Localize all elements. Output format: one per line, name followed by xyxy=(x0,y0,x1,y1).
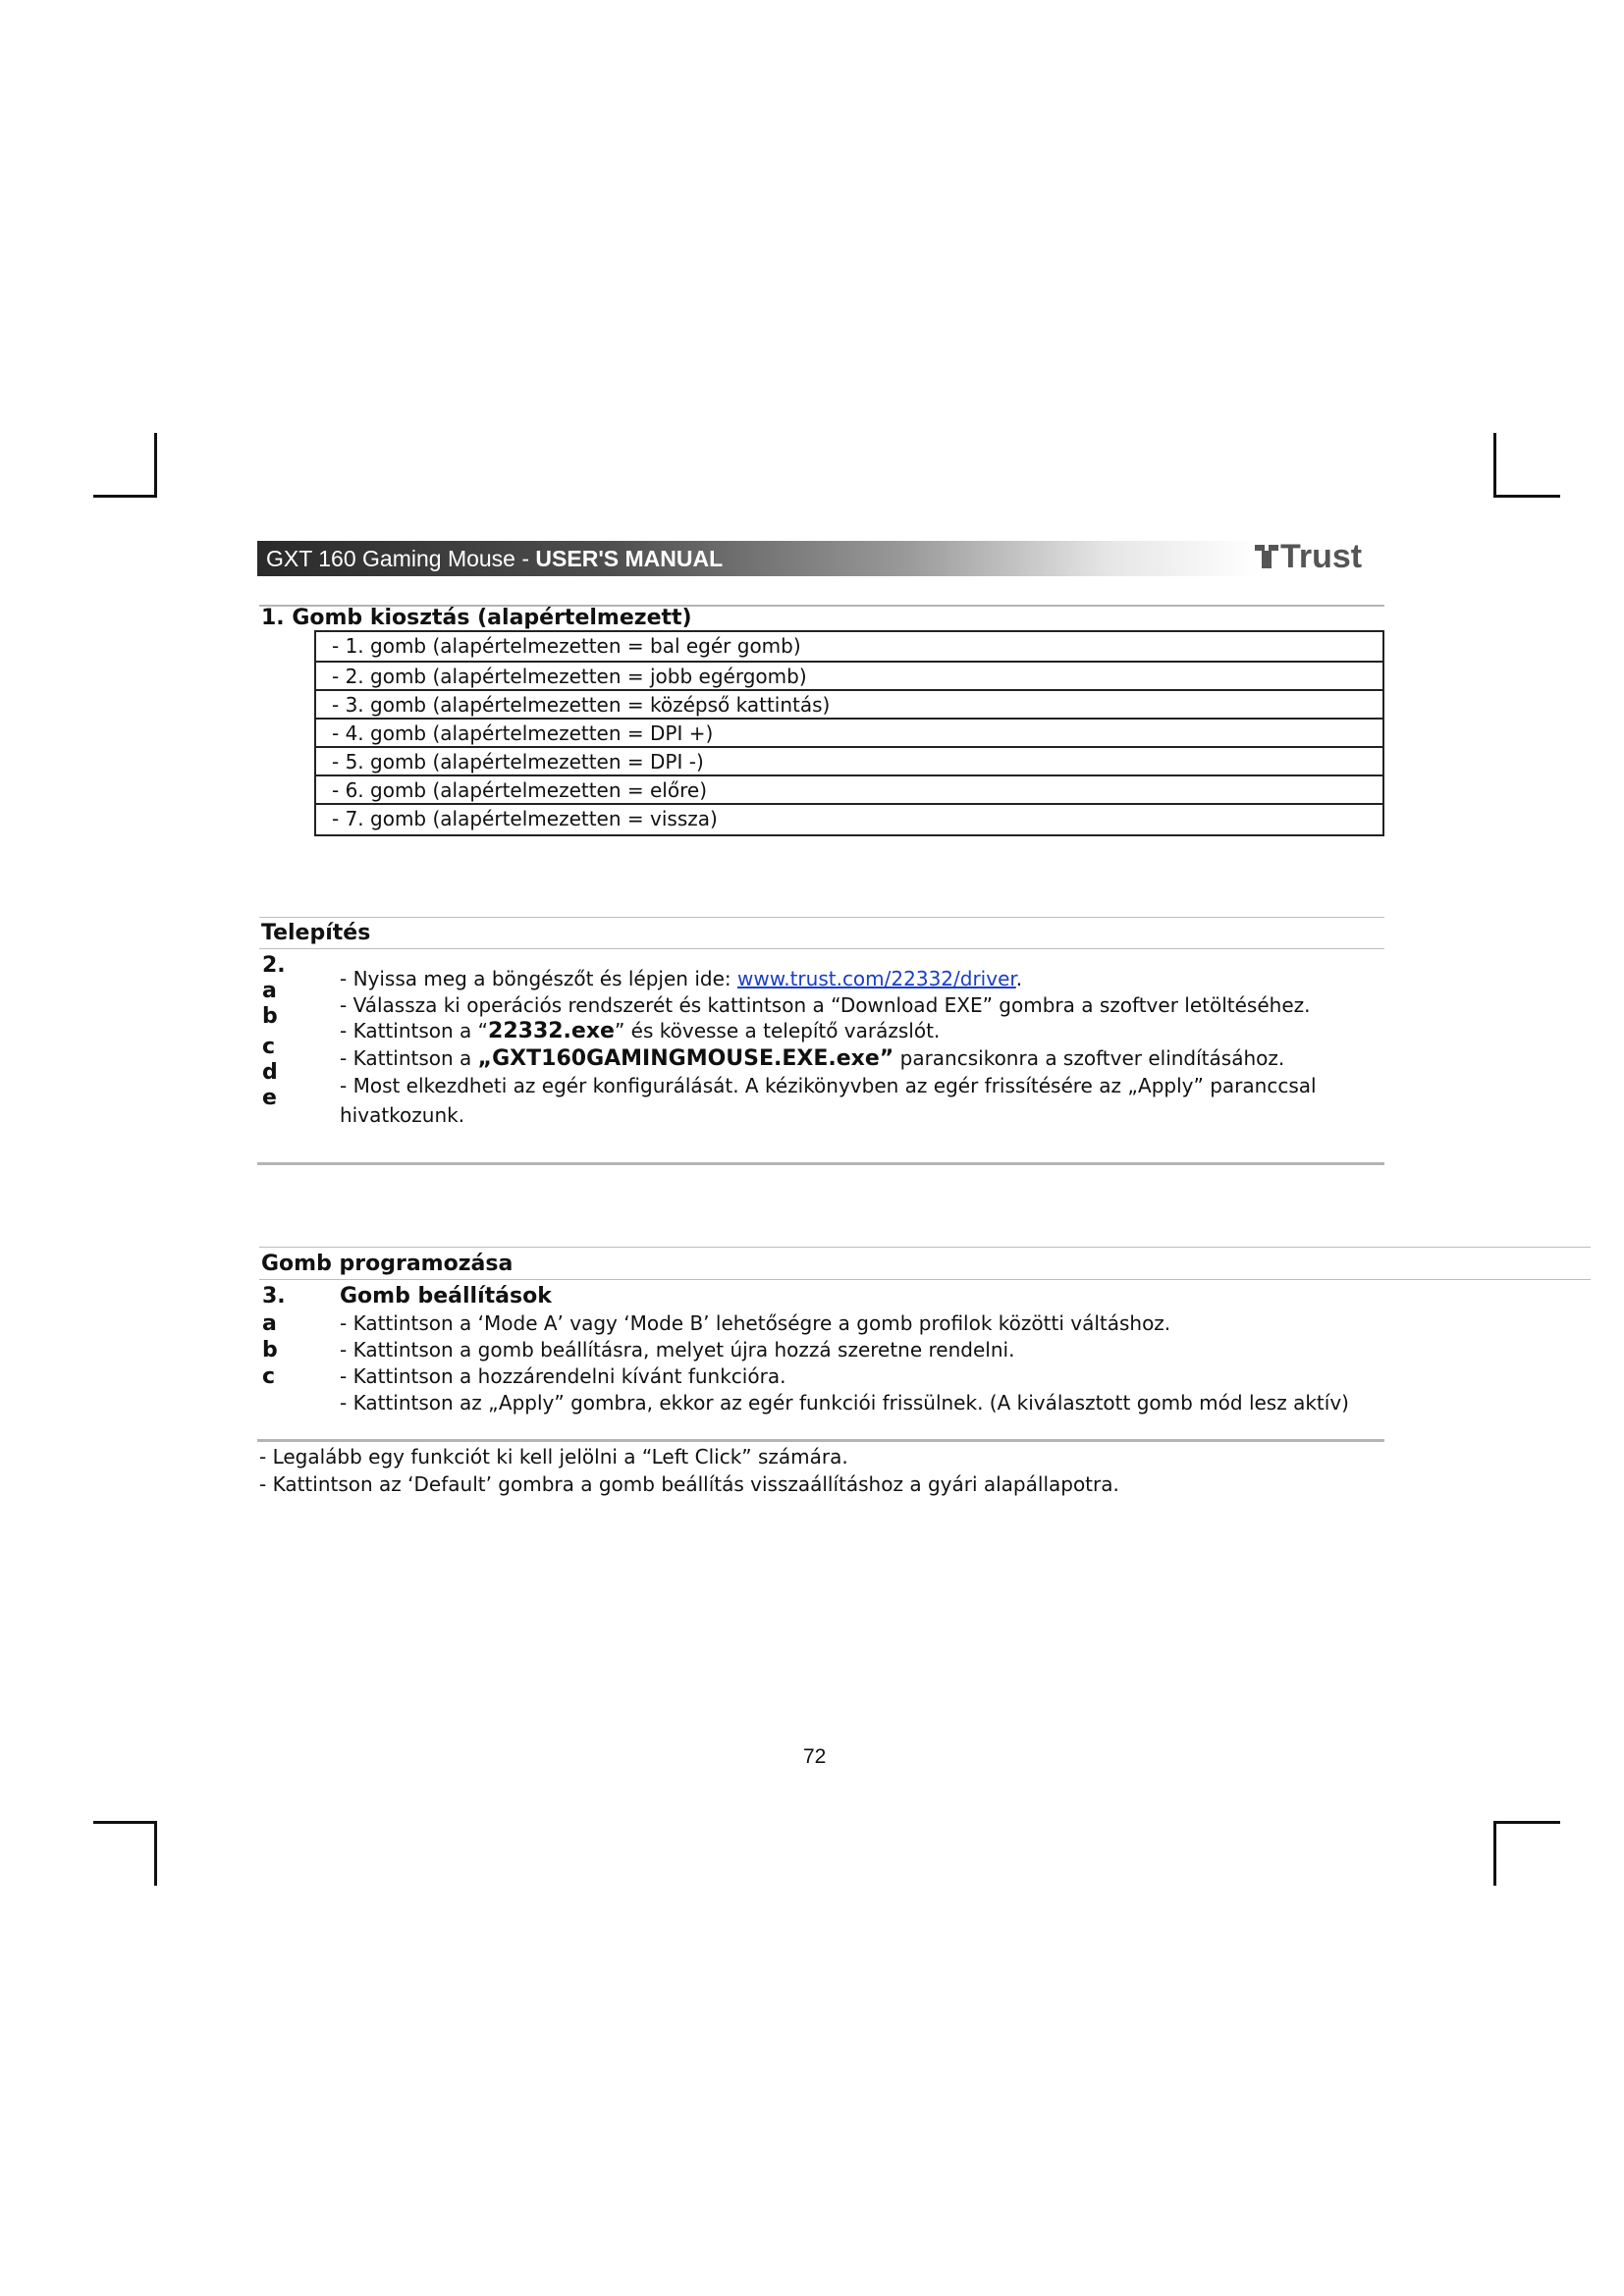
install-step-c xyxy=(340,1019,940,1043)
table-row: - 3. gomb (alapértelmezetten = középső kattintás) xyxy=(316,689,1382,718)
install-step-e-line2: hivatkozunk. xyxy=(340,1103,465,1127)
programming-step-d: - Kattintson az „Apply” gombra, ekkor az egér funkciói frissülnek. (A kiválasztott gomb mód lesz aktív) xyxy=(340,1391,1349,1415)
crop-mark-top-right-vertical xyxy=(1493,433,1496,498)
crop-mark-bottom-right-horizontal xyxy=(1493,1821,1560,1824)
programming-heading: Gomb programozása xyxy=(261,1252,514,1276)
install-step-number: 2. xyxy=(262,953,286,978)
crop-mark-bottom-left-horizontal xyxy=(93,1821,157,1824)
install-step-d-prefix: - Kattintson a xyxy=(340,1046,478,1070)
install-top-rule xyxy=(259,917,1384,918)
programming-letter-b: b xyxy=(262,1338,278,1362)
driver-download-link[interactable]: www.trust.com/22332/driver xyxy=(736,967,1016,990)
install-letter-a: a xyxy=(262,979,277,1003)
programming-top-rule xyxy=(259,1247,1591,1248)
note-left-click: - Legalább egy funkciót ki kell jelölni a “Left Click” számára. xyxy=(259,1445,848,1468)
button-layout-table xyxy=(314,630,1384,836)
notes-top-rule xyxy=(257,1439,1384,1442)
programming-letter-a: a xyxy=(262,1311,277,1336)
programming-letter-c: c xyxy=(262,1364,276,1389)
programming-step-a: - Kattintson a ‘Mode A’ vagy ‘Mode B’ lehetőségre a gomb profilok közötti váltáshoz. xyxy=(340,1311,1171,1335)
table-row: - 6. gomb (alapértelmezetten = előre) xyxy=(316,774,1382,803)
crop-mark-bottom-left-vertical xyxy=(154,1821,157,1886)
install-step-a-prefix: - Nyissa meg a böngészőt és lépjen ide: xyxy=(340,967,737,990)
install-bottom-rule xyxy=(257,1162,1384,1165)
crop-mark-top-right-horizontal xyxy=(1493,495,1560,498)
installer-filename: 22332.exe xyxy=(488,1019,615,1043)
programming-step-number: 3. xyxy=(262,1284,286,1308)
install-step-d-suffix: parancsikonra a szoftver elindításához. xyxy=(893,1046,1285,1070)
table-row: - 2. gomb (alapértelmezetten = jobb egérgomb) xyxy=(316,661,1382,689)
crop-mark-bottom-right-vertical xyxy=(1493,1821,1496,1886)
install-step-a xyxy=(340,967,1022,990)
install-heading: Telepítés xyxy=(261,921,371,945)
install-letter-b: b xyxy=(262,1004,278,1029)
crop-mark-top-left-vertical xyxy=(154,433,157,498)
programming-step-c: - Kattintson a hozzárendelni kívánt funkcióra. xyxy=(340,1364,786,1388)
note-default-reset: - Kattintson az ‘Default’ gombra a gomb beállítás visszaállításhoz a gyári alapállapotra. xyxy=(259,1472,1119,1496)
install-heading-rule xyxy=(259,948,1384,949)
install-letter-e: e xyxy=(262,1086,277,1110)
install-step-b: - Válassza ki operációs rendszerét és kattintson a “Download EXE” gombra a szoftver letöltéséhez. xyxy=(340,993,1311,1017)
document-title-prefix: GXT 160 Gaming Mouse - xyxy=(266,546,536,571)
install-step-c-suffix: ” és kövesse a telepítő varázslót. xyxy=(614,1019,941,1042)
section-1-heading: 1. Gomb kiosztás (alapértelmezett) xyxy=(261,606,692,630)
table-row: - 7. gomb (alapértelmezetten = vissza) xyxy=(316,803,1382,831)
crop-mark-top-left-horizontal xyxy=(93,495,157,498)
table-row: - 4. gomb (alapértelmezetten = DPI +) xyxy=(316,718,1382,746)
programming-heading-rule xyxy=(259,1279,1591,1280)
install-step-a-suffix: . xyxy=(1015,967,1023,990)
header-bar xyxy=(257,541,1259,576)
install-step-e-line1: - Most elkezdheti az egér konfigurálását. A kézikönyvben az egér frissítésére az „Apply” paranccsal xyxy=(340,1074,1317,1097)
trust-logo-icon xyxy=(1255,545,1278,568)
document-title-emphasis: USER'S MANUAL xyxy=(535,546,724,571)
install-letter-d: d xyxy=(262,1060,278,1085)
table-row: - 5. gomb (alapértelmezetten = DPI -) xyxy=(316,746,1382,774)
table-row: - 1. gomb (alapértelmezetten = bal egér gomb) xyxy=(332,634,801,658)
page-number: 72 xyxy=(803,1745,827,1768)
shortcut-filename: „GXT160GAMINGMOUSE.EXE.exe” xyxy=(477,1046,894,1071)
trust-logo-text: Trust xyxy=(1280,538,1363,575)
install-step-d xyxy=(340,1046,1284,1071)
install-letter-c: c xyxy=(262,1035,276,1059)
programming-subheading: Gomb beállítások xyxy=(340,1284,552,1308)
programming-step-b: - Kattintson a gomb beállításra, melyet újra hozzá szeretne rendelni. xyxy=(340,1338,1015,1362)
trust-logo xyxy=(1255,538,1362,576)
document-title xyxy=(266,546,723,572)
install-step-c-prefix: - Kattintson a “ xyxy=(340,1019,489,1042)
